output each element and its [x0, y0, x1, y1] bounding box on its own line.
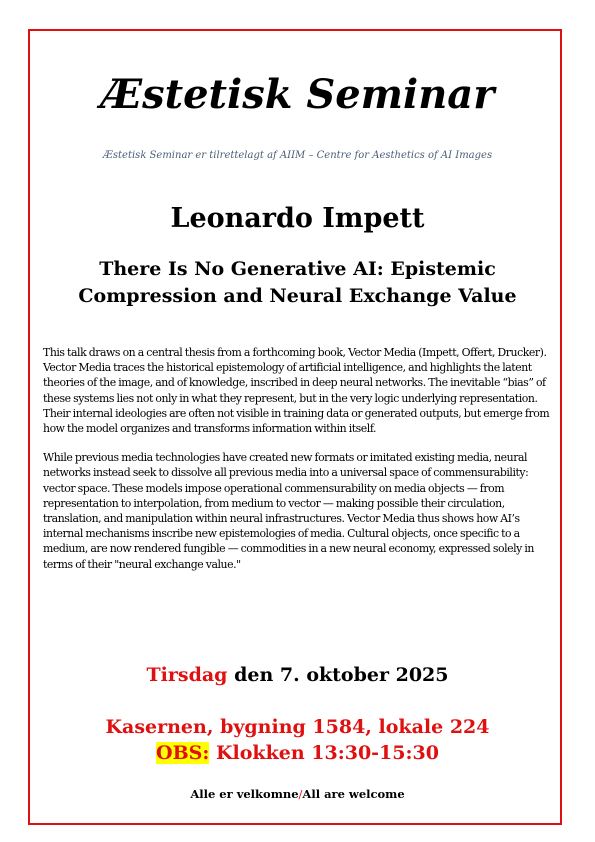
event-weekday: Tirsdag	[146, 664, 228, 686]
welcome-separator: /	[298, 787, 303, 801]
obs-label: OBS:	[156, 742, 210, 764]
event-venue: Kasernen, bygning 1584, lokale 224	[105, 716, 490, 738]
seminar-title: Æstetisk Seminar	[100, 71, 495, 118]
welcome-english: All are welcome	[302, 787, 405, 801]
talk-title: There Is No Generative AI: Epistemic Compression and Neural Exchange Value	[78, 258, 517, 307]
event-time-rest: Klokken 13:30-15:30	[209, 742, 439, 764]
abstract-paragraph-1: This talk draws on a central thesis from a forthcoming book, Vector Media (Impett, Offert, Drucker). Vector Media traces the historical epistemology of artificial intelligence, and highlights the latent theories of the image, and of knowledge, inscribed in deep neural networks. The inevitable “bias” of these systems lies not only in what they represent, but in the very logic underlying representation. Their internal ideologies are often not visible in training data or generated outputs, but emerge from how the model organizes and transforms information within itself.	[43, 346, 550, 436]
event-time	[0, 740, 595, 766]
speaker-name: Leonardo Impett	[170, 203, 425, 234]
abstract-paragraph-2: While previous media technologies have created new formats or imitated existing media, neural networks instead seek to dissolve all previous media into a universal space of commensurability: vector space. These models impose operational commensurability on media objects — from representation to interpolation, from medium to vector — making possible their circulation, translation, and manipulation within neural infrastructures. Vector Media thus shows how AI’s internal mechanisms inscribe new epistemologies of media. Cultural objects, once specific to a medium, are now rendered fungible — commodities in a new neural economy, expressed solely in terms of their "neural exchange value."	[43, 451, 534, 571]
event-date	[0, 661, 595, 689]
welcome-danish: Alle er velkomne	[190, 787, 299, 801]
welcome-line	[0, 787, 595, 801]
abstract	[43, 345, 558, 586]
event-date-rest: den 7. oktober 2025	[227, 664, 449, 686]
organizer-line: Æstetisk Seminar er tilrettelagt af AIIM – Centre for Aesthetics of AI Images	[102, 150, 493, 161]
